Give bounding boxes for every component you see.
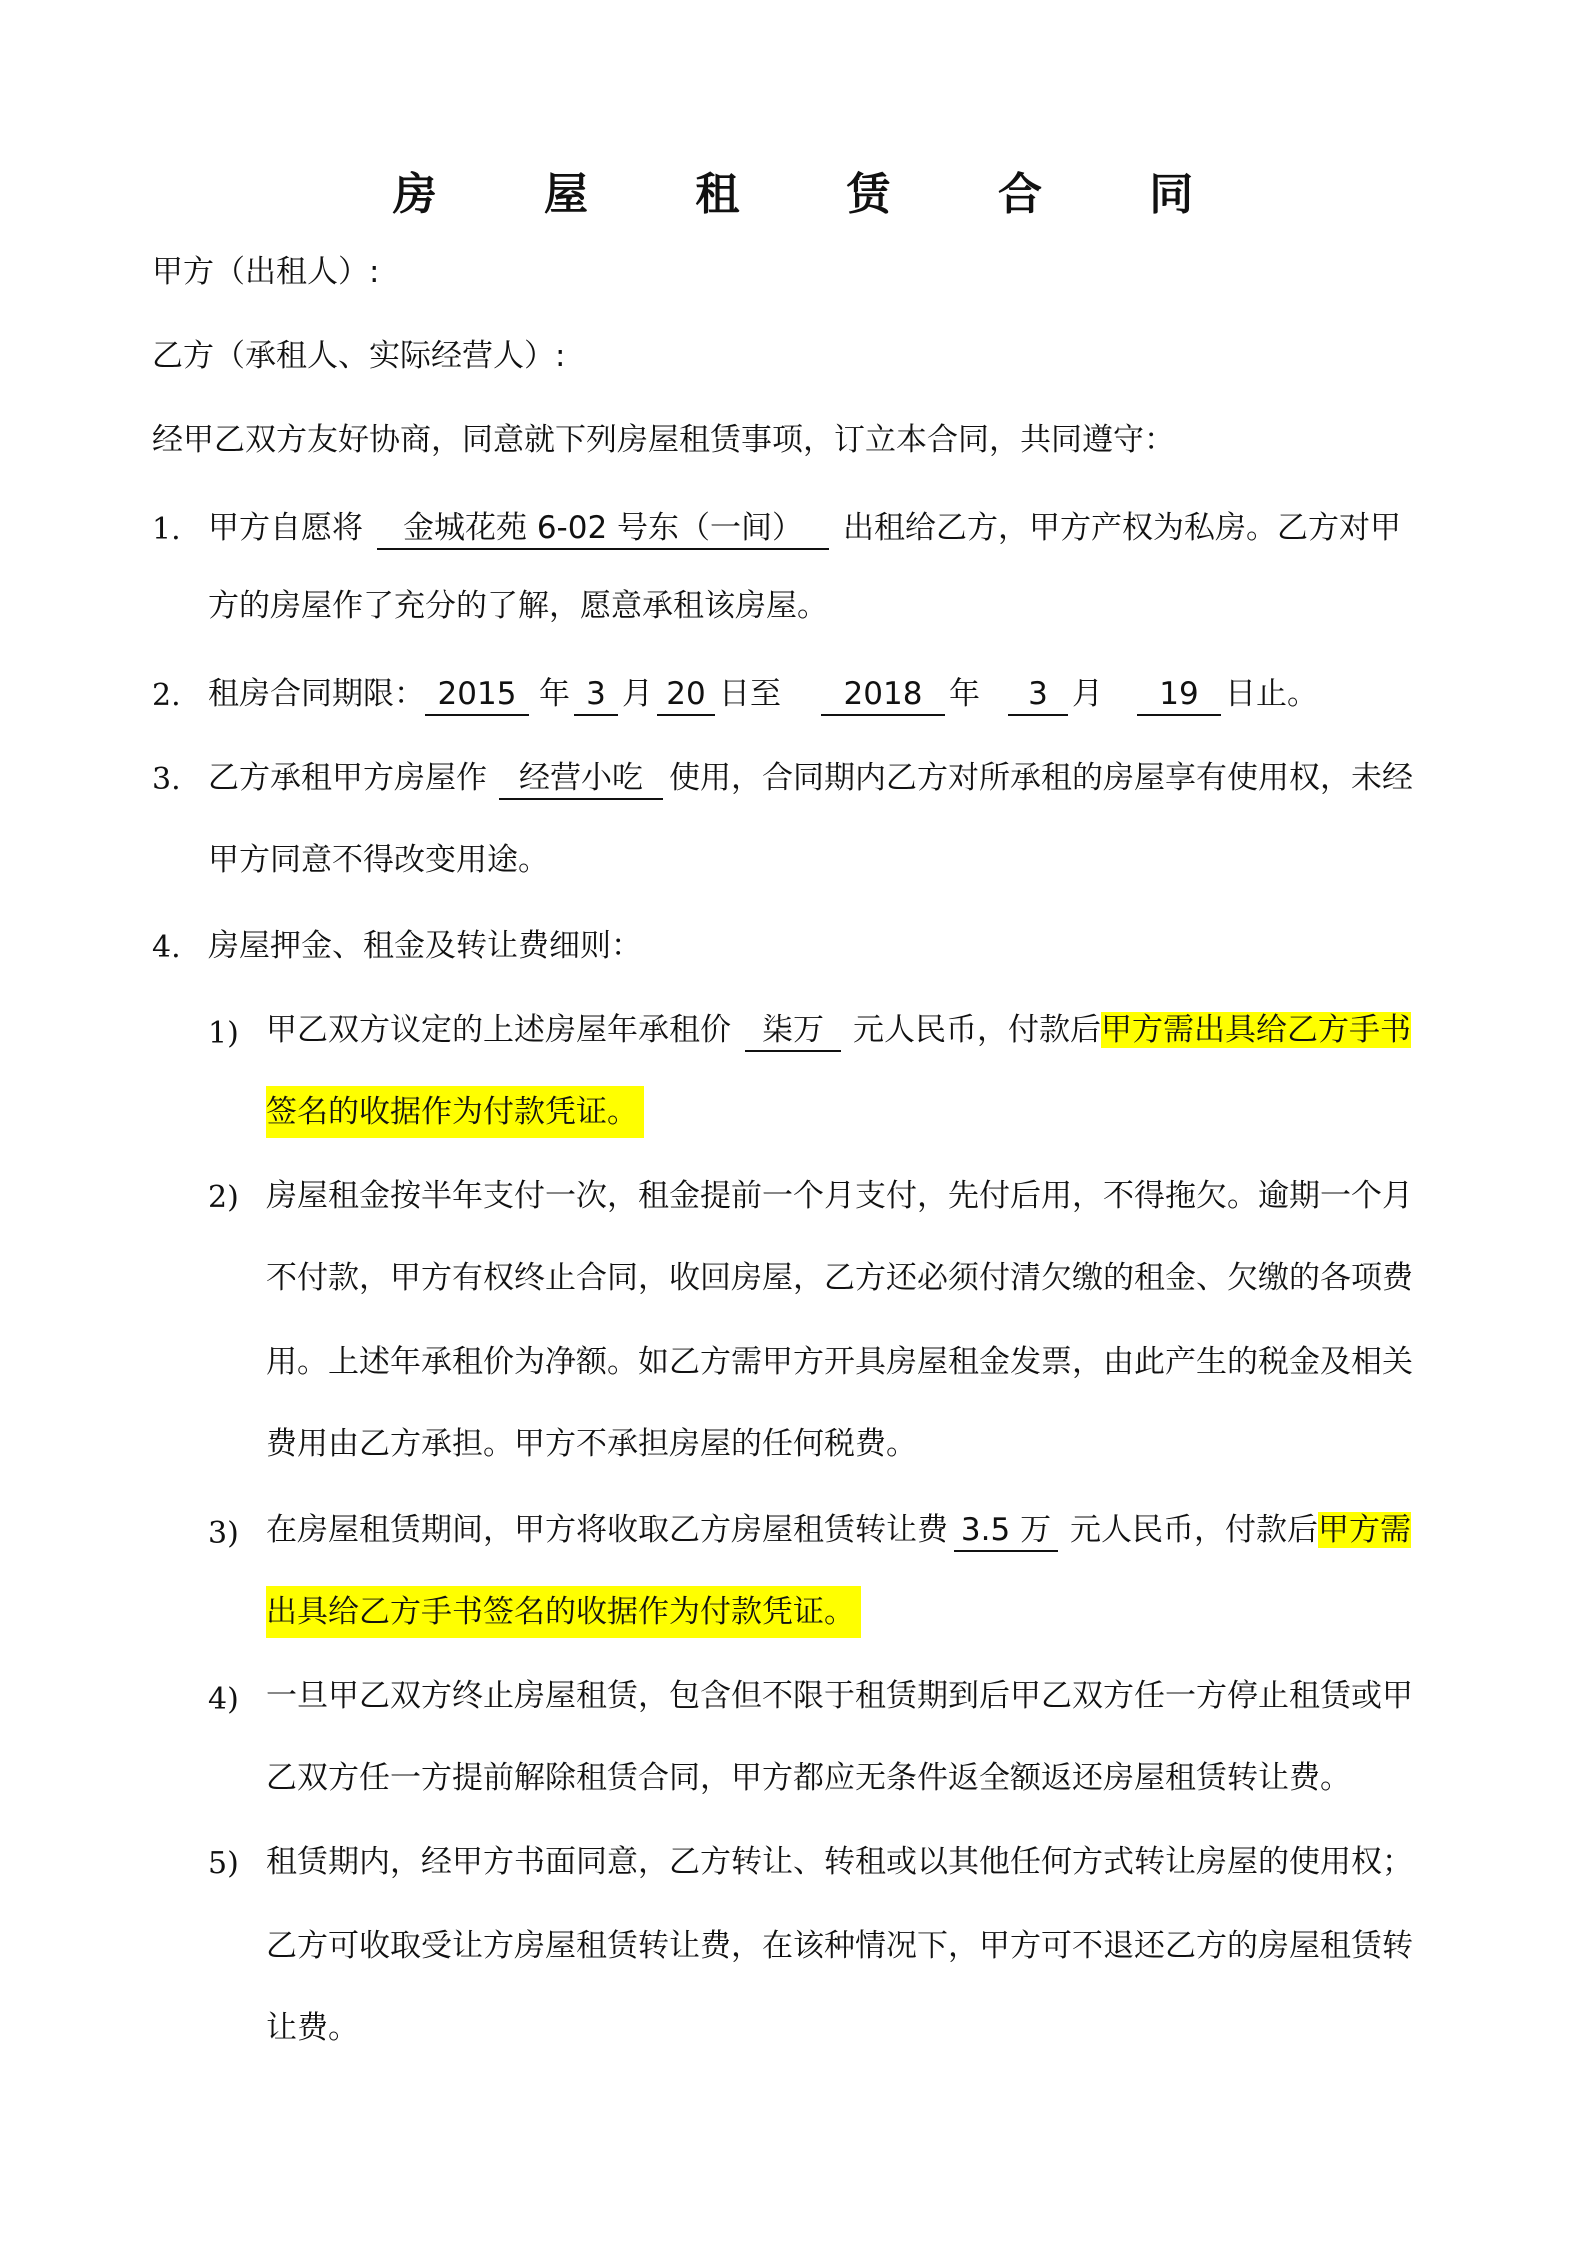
transfer-fee-field: 3.5 万 [954, 1510, 1058, 1552]
sub-clause-5-line-2: 乙方可收取受让方房屋租赁转让费，在该种情况下，甲方可不退还乙方的房屋租赁转 [266, 1928, 1413, 1964]
highlighted-text: 出具给乙方手书签名的收据作为付款凭证。 [266, 1586, 861, 1638]
sub-clause-1-line-1 [266, 1008, 1411, 1052]
clause-1-post: 出租给乙方，甲方产权为私房。乙方对甲 [843, 510, 1401, 546]
clause-number: 2. [152, 678, 181, 713]
property-field: 金城花苑 6-02 号东（一间） [377, 508, 829, 550]
clause-3-line-2: 甲方同意不得改变用途。 [208, 842, 549, 878]
sub-clause-2-line-2: 不付款，甲方有权终止合同，收回房屋，乙方还必须付清欠缴的租金、欠缴的各项费 [266, 1260, 1413, 1296]
highlighted-text: 签名的收据作为付款凭证。 [266, 1086, 644, 1138]
annual-rent-field: 柒万 [745, 1010, 841, 1052]
sub-3-mid: 元人民币，付款后 [1070, 1512, 1318, 1548]
clause-3-line-1 [208, 756, 1413, 800]
month-unit: 月 [622, 676, 653, 712]
year-unit: 年 [539, 676, 570, 712]
clause-1-pre: 甲方自愿将 [208, 510, 363, 546]
sub-clause-2-line-4: 费用由乙方承担。甲方不承担房屋的任何税费。 [266, 1426, 917, 1462]
clause-number: 4. [152, 930, 181, 965]
highlighted-text: 甲方需 [1318, 1512, 1411, 1548]
party-b-label: 乙方（承租人、实际经营人）: [152, 338, 566, 374]
clause-3-pre: 乙方承租甲方房屋作 [208, 760, 487, 796]
sub-clause-1-line-2 [266, 1090, 644, 1134]
sub-1-pre: 甲乙双方议定的上述房屋年承租价 [266, 1012, 731, 1048]
end-month-field: 3 [1008, 674, 1068, 716]
term-label: 租房合同期限： [208, 676, 425, 712]
sub-clause-2-line-1: 房屋租金按半年支付一次，租金提前一个月支付，先付后用，不得拖欠。逾期一个月 [266, 1178, 1413, 1214]
clause-2-line [208, 672, 1318, 716]
sub-clause-number: 4) [208, 1682, 239, 1717]
party-a-label: 甲方（出租人）: [152, 254, 380, 290]
clause-4-heading: 房屋押金、租金及转让费细则： [208, 928, 642, 964]
intro-paragraph: 经甲乙双方友好协商，同意就下列房屋租赁事项，订立本合同，共同遵守： [152, 422, 1175, 458]
sub-1-mid: 元人民币，付款后 [853, 1012, 1101, 1048]
start-day-field: 20 [657, 674, 715, 716]
start-year-field: 2015 [425, 674, 529, 716]
day-to-unit: 日至 [719, 676, 781, 712]
clause-number: 3. [152, 762, 181, 797]
start-month-field: 3 [574, 674, 618, 716]
sub-clause-4-line-1: 一旦甲乙双方终止房屋租赁，包含但不限于租赁期到后甲乙双方任一方停止租赁或甲 [266, 1678, 1413, 1714]
purpose-field: 经营小吃 [499, 758, 663, 800]
sub-clause-number: 1) [208, 1016, 239, 1051]
end-unit: 日止。 [1225, 676, 1318, 712]
sub-clause-number: 2) [208, 1180, 239, 1215]
sub-clause-number: 3) [208, 1516, 239, 1551]
clause-1-line-2: 方的房屋作了充分的了解，愿意承租该房屋。 [208, 588, 828, 624]
clause-1-line-1 [208, 506, 1401, 550]
sub-3-pre: 在房屋租赁期间，甲方将收取乙方房屋租赁转让费 [266, 1512, 948, 1548]
sub-clause-3-line-1 [266, 1508, 1411, 1552]
page-title: 房 屋 租 赁 合 同 [392, 169, 1240, 220]
sub-clause-3-line-2 [266, 1590, 861, 1634]
highlighted-text: 甲方需出具给乙方手书 [1101, 1012, 1411, 1048]
sub-clause-2-line-3: 用。上述年承租价为净额。如乙方需甲方开具房屋租金发票，由此产生的税金及相关 [266, 1344, 1413, 1380]
end-day-field: 19 [1137, 674, 1221, 716]
end-year-field: 2018 [821, 674, 945, 716]
month-unit: 月 [1072, 676, 1103, 712]
year-unit: 年 [949, 676, 980, 712]
clause-number: 1. [152, 512, 181, 547]
sub-clause-number: 5) [208, 1846, 239, 1881]
sub-clause-5-line-1: 租赁期内，经甲方书面同意，乙方转让、转租或以其他任何方式转让房屋的使用权； [266, 1844, 1413, 1880]
clause-3-post: 使用，合同期内乙方对所承租的房屋享有使用权，未经 [669, 760, 1413, 796]
sub-clause-5-line-3: 让费。 [266, 2010, 359, 2046]
sub-clause-4-line-2: 乙双方任一方提前解除租赁合同，甲方都应无条件返全额返还房屋租赁转让费。 [266, 1760, 1351, 1796]
